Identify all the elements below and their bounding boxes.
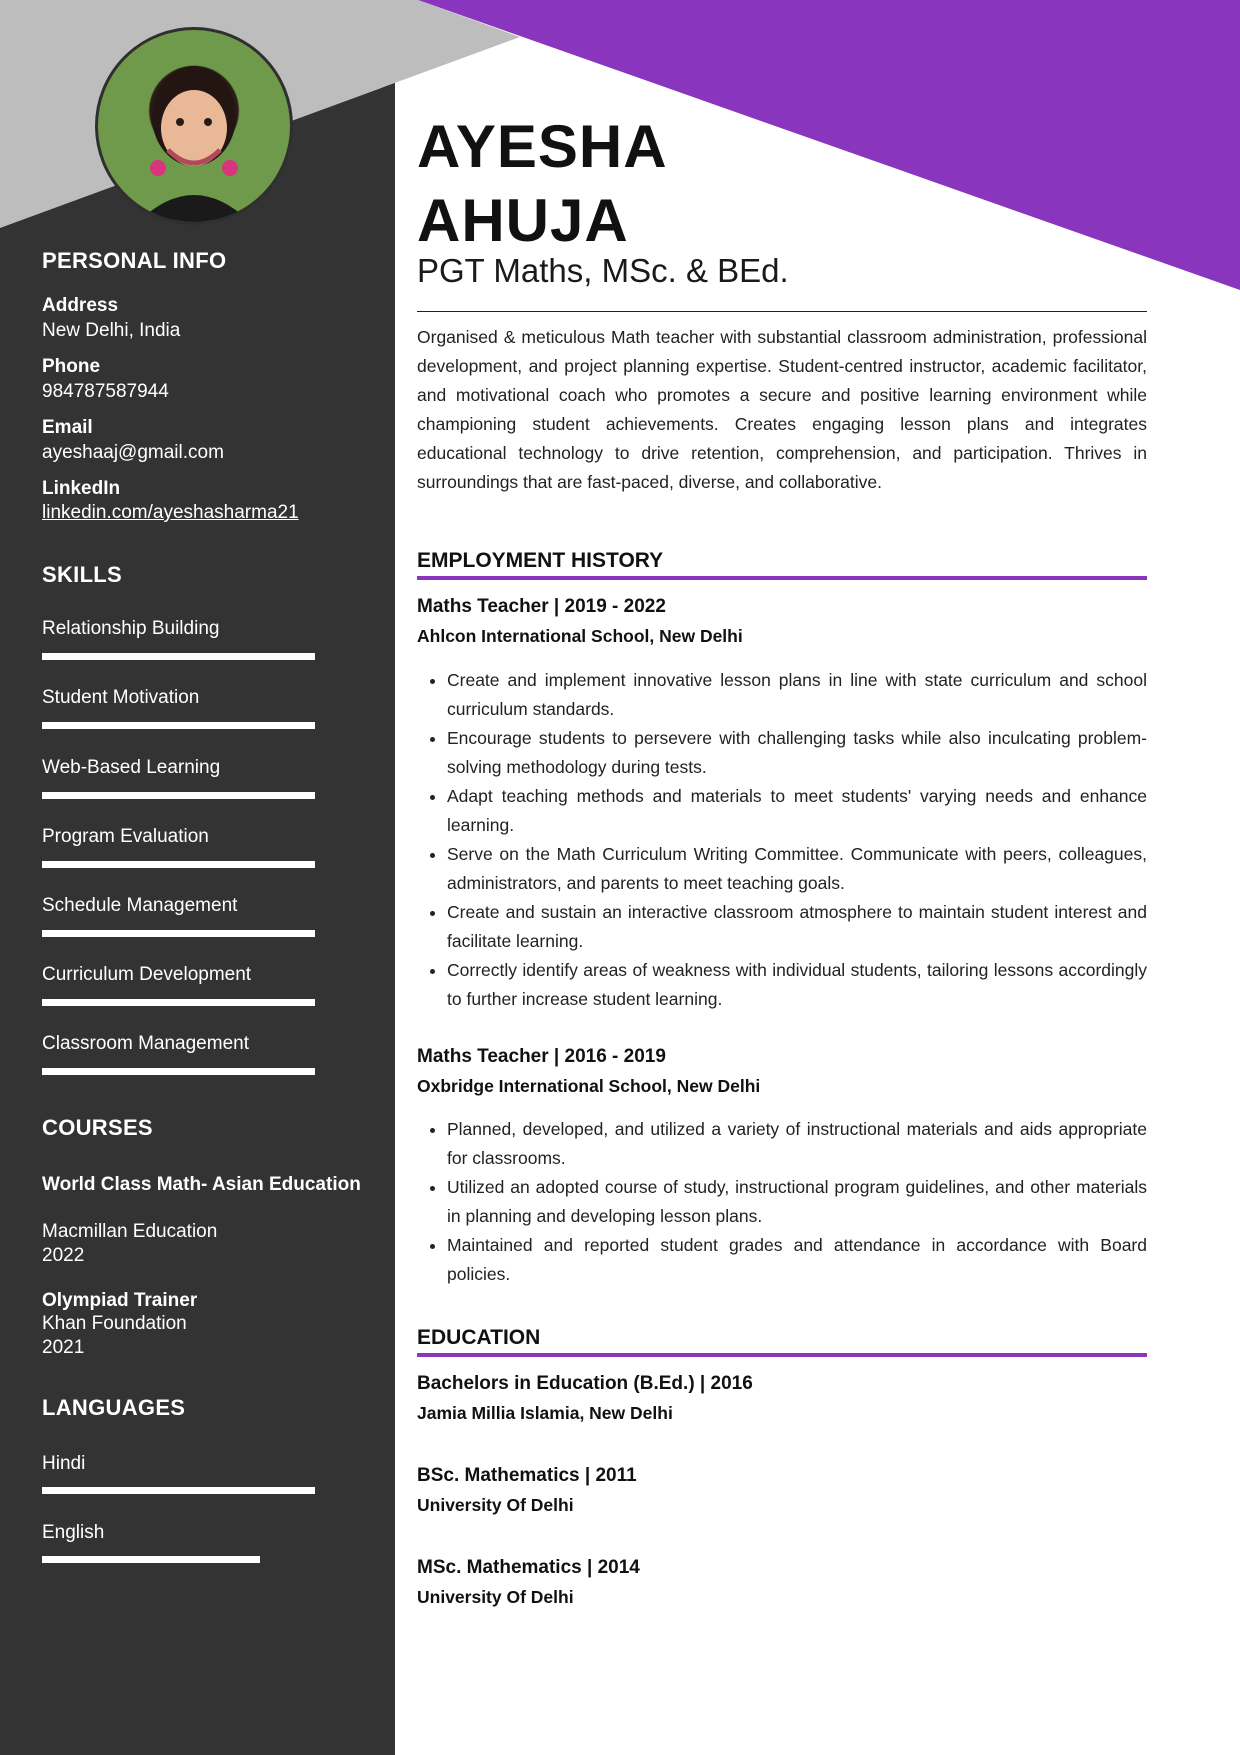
courses-heading: COURSES [42,1115,153,1140]
course-title: World Class Math- Asian Education [42,1174,361,1195]
job-bullets [417,1115,1147,1289]
skill-bar-fill [42,999,315,1006]
language-name: English [42,1522,105,1543]
linkedin-link[interactable]: linkedin.com/ayeshasharma21 [42,502,299,523]
email-value[interactable]: ayeshaaj@gmail.com [42,442,224,463]
job-bullet: • Encourage students to persevere with challenging tasks while also inculcating problem-solving methodology during tests. [447,724,1147,782]
language-bar [42,1487,315,1494]
education-institution: Jamia Millia Islamia, New Delhi [417,1403,673,1423]
skill-bar-fill [42,653,315,660]
sidebar [0,0,395,1755]
skill-bar-fill [42,861,315,868]
education-institution: University Of Delhi [417,1495,574,1515]
profile-photo [95,27,293,225]
skill-name: Curriculum Development [42,964,252,985]
skill-name: Program Evaluation [42,826,209,847]
education-title: BSc. Mathematics | 2011 [417,1465,637,1486]
job-bullet: • Create and implement innovative lesson plans in line with state curriculum and school curriculum standards. [447,666,1147,724]
skills-heading: SKILLS [42,562,123,587]
email-label: Email [42,417,93,438]
education-title: MSc. Mathematics | 2014 [417,1557,640,1578]
education-heading: EDUCATION [417,1326,541,1349]
course-provider: Khan Foundation [42,1313,187,1334]
profile-summary: Organised & meticulous Math teacher with substantial classroom administration, professional development, and project planning expertise. Student-centred instructor, academic facilitator, and motivational coach who promotes a secure and positive learning environment while championing student achievements. Creates engaging lesson plans and integrates educational technology to drive retention, comprehension, and participation. Thrives in surroundings that are fast-paced, diverse, and collaborative. [417,327,1147,492]
skill-bar-fill [42,722,315,729]
employment-heading-bar [417,576,1147,580]
job-organization: Oxbridge International School, New Delhi [417,1076,761,1096]
job-bullets [417,666,1147,1014]
linkedin-label: LinkedIn [42,478,121,499]
address-label: Address [42,295,119,316]
job-title: Maths Teacher | 2019 - 2022 [417,596,666,617]
education-heading-bar [417,1353,1147,1357]
course-year: 2022 [42,1245,85,1266]
skill-bar [42,930,315,937]
skill-bar [42,792,315,799]
skill-name: Schedule Management [42,895,238,916]
job-title-subtitle: PGT Maths, MSc. & BEd. [417,252,789,289]
language-name: Hindi [42,1453,86,1474]
header-divider [417,311,1147,312]
course-provider: Macmillan Education [42,1221,218,1242]
skill-bar-fill [42,792,315,799]
phone-label: Phone [42,356,101,377]
skill-name: Relationship Building [42,618,220,639]
personal-info-heading: PERSONAL INFO [42,248,227,273]
job-bullet: • Correctly identify areas of weakness with individual students, tailoring lessons accordingly to further increase student learning. [447,956,1147,1014]
skill-bar [42,1068,315,1075]
job-bullet: • Planned, developed, and utilized a variety of instructional materials and aids appropriate for classrooms. [447,1115,1147,1173]
job-bullet: • Adapt teaching methods and materials to meet students' varying needs and enhance learning. [447,782,1147,840]
education-institution: University Of Delhi [417,1587,574,1607]
avatar-icon [98,30,290,222]
skill-name: Classroom Management [42,1033,249,1054]
skill-bar [42,861,315,868]
job-bullet: • Serve on the Math Curriculum Writing Committee. Communicate with peers, colleagues, administrators, and parents to meet teaching goals. [447,840,1147,898]
candidate-name [417,110,668,258]
language-bar [42,1556,315,1563]
language-bar-fill [42,1487,315,1494]
course-year: 2021 [42,1337,85,1358]
main-content [417,0,1147,1755]
phone-value: 984787587944 [42,381,169,402]
name-line-2: AHUJA [417,187,629,254]
skill-bar-fill [42,1068,315,1075]
course-title: Olympiad Trainer [42,1290,198,1311]
employment-heading: EMPLOYMENT HISTORY [417,549,664,572]
job-bullet: • Create and sustain an interactive classroom atmosphere to maintain student interest and facilitate learning. [447,898,1147,956]
language-bar-fill [42,1556,260,1563]
job-organization: Ahlcon International School, New Delhi [417,626,743,646]
name-line-1: AYESHA [417,113,668,180]
skill-name: Student Motivation [42,687,200,708]
skill-bar [42,653,315,660]
languages-heading: LANGUAGES [42,1395,186,1420]
job-bullet: • Utilized an adopted course of study, instructional program guidelines, and other materials in planning and developing lesson plans. [447,1173,1147,1231]
job-bullet: • Maintained and reported student grades and attendance in accordance with Board policies. [447,1231,1147,1289]
education-title: Bachelors in Education (B.Ed.) | 2016 [417,1373,753,1394]
address-value: New Delhi, India [42,320,181,341]
skill-name: Web-Based Learning [42,757,221,778]
skill-bar [42,722,315,729]
job-title: Maths Teacher | 2016 - 2019 [417,1046,666,1067]
skill-bar-fill [42,930,315,937]
skill-bar [42,999,315,1006]
